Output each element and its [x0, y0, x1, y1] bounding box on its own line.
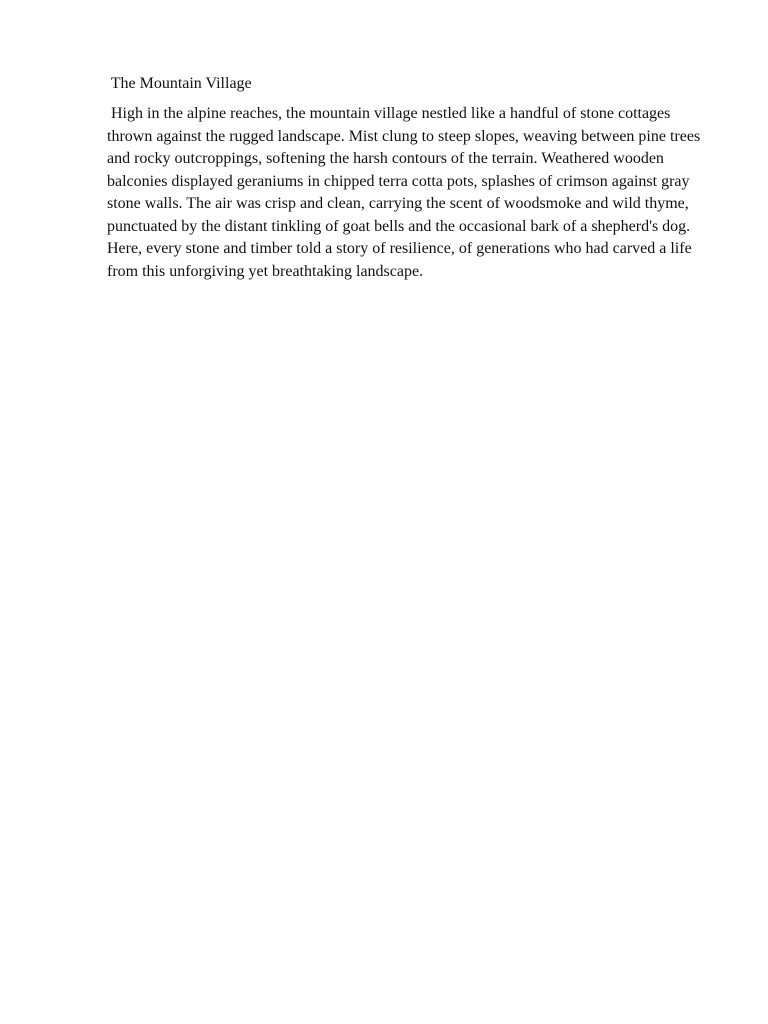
document-title: The Mountain Village	[107, 75, 252, 92]
document-content	[107, 72, 707, 283]
document-paragraph: High in the alpine reaches, the mountain village nestled like a handful of stone cottages thrown against the rugged landscape. Mist clung to steep slopes, weaving between pine trees and rocky outcroppings, softening the harsh contours of the terrain. Weathered wooden balconies displayed geraniums in chipped terra cotta pots, splashes of crimson against gray stone walls. The air was crisp and clean, carrying the scent of woodsmoke and wild thyme, punctuated by the distant tinkling of goat bells and the occasional bark of a shepherd's dog. Here, every stone and timber told a story of resilience, of generations who had carved a life from this unforgiving yet breathtaking landscape.	[107, 105, 705, 280]
